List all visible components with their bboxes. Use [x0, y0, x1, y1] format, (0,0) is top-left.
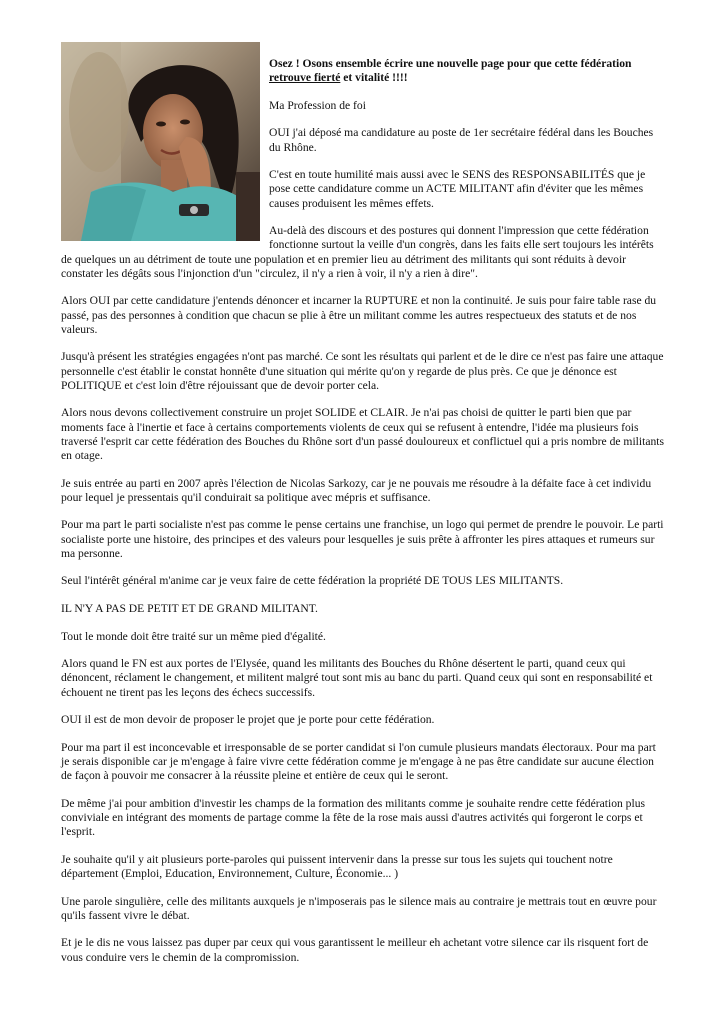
paragraph-profession: Ma Profession de foi	[269, 98, 366, 112]
text-column	[61, 42, 667, 978]
paragraph-egalite: Tout le monde doit être traité sur un même pied d'égalité.	[61, 629, 326, 643]
paragraph-entree-parti: Je suis entrée au parti en 2007 après l'élection de Nicolas Sarkozy, car je ne pouvais me résoudre à la défaite face à cet individu pour lequel je pressentais qu'il conduirait sa politique avec mépris et suffisance.	[61, 476, 652, 504]
paragraph-mandats: Pour ma part il est inconcevable et irresponsable de se porter candidat si l'on cumule plusieurs mandats électoraux. Pour ma part je serais disponible car je m'engage à faire vivre cette fédération comme je m'engage à ne pas être candidate sur aucune élection de façon à pouvoir me consacrer à la réussite pleine et entière de ceux qui le seront.	[61, 740, 656, 783]
paragraph-compromission: Et je le dis ne vous laissez pas duper par ceux qui vous garantissent le meilleur eh achetant votre silence car ils risquent fort de vous conduire vers le chemin de la compromission.	[61, 936, 649, 964]
photo-spacer	[61, 42, 269, 242]
paragraph-parole-singuliere: Une parole singulière, celle des militants auxquels je n'imposerais pas le silence mais au contraire je mettrais tout en œuvre pour qu'ils fassent vivre le débat.	[61, 894, 657, 922]
headline-part2: et vitalité !!!!	[340, 71, 408, 85]
headline-underlined: retrouve fierté	[269, 71, 341, 85]
paragraph-parti-socialiste: Pour ma part le parti socialiste n'est pas comme le pense certains une franchise, un logo qui permet de prendre le pouvoir. Le parti socialiste porte une histoire, des principes et des valeurs pour lesquelles je suis prête à affronter les pires attaques et rumeurs sur ma personne.	[61, 518, 664, 560]
headline-part1: Osez ! Osons ensemble écrire une nouvelle page pour que cette fédération	[269, 57, 632, 70]
paragraph-strategies: Jusqu'à présent les stratégies engagées n'ont pas marché. Ce sont les résultats qui parlent et de le dire ce n'est pas faire une attaque personnelle c'est établir le constat honnête d'une situation qui mérite qu'on y regarde de plus près. Ce que je dénonce est POLITIQUE et c'est loin d'être réjouissant que de devoir porter cela.	[61, 350, 664, 392]
paragraph-projet: Alors nous devons collectivement construire un projet SOLIDE et CLAIR. Je n'ai pas choisi de quitter le parti bien que par moments face à l'inertie et face à certains comportements violents de ceux qui se refusent à entendre, l'idée ma plusieurs fois traversé l'esprit car cette fédération des Bouches du Rhône sort d'un passé douloureux et conflictuel qui a pris nombre de militants en otage.	[61, 406, 665, 462]
paragraph-discours: Au-delà des discours et des postures qui donnent l'impression que cette fédération fonctionne surtout la veille d'un congrès, dans les faits elle sert toujours les intérêts de quelques un au détriment de toute une population et en premier lieu au détriment des militants qui sont réduits à devoir constater les dégâts sous l'injonction d'un "circulez, il n'y a rien à voir, il n'y a rien à dire".	[61, 224, 654, 280]
paragraph-formation: De même j'ai pour ambition d'investir les champs de la formation des militants comme je souhaite rendre cette fédération plus conviviale en intégrant des moments de partage comme la fête de la rose mais aussi d'autres activités qui forgeront le corps et l'esprit.	[61, 796, 646, 839]
paragraph-devoir: OUI il est de mon devoir de proposer le projet que je porte pour cette fédération.	[61, 713, 435, 727]
paragraph-humilite: C'est en toute humilité mais aussi avec le SENS des RESPONSABILITÉS que je pose cette candidature comme un ACTE MILITANT afin d'éviter que les mêmes causes produisent les mêmes effets.	[269, 168, 646, 210]
paragraph-rupture: Alors OUI par cette candidature j'entends dénoncer et incarner la RUPTURE et non la continuité. Je suis pour faire table rase du passé, pas des personnes à condition que chacun se plie à être un militant comme les autres respectueux des statuts et de nos valeurs.	[61, 294, 657, 336]
paragraph-candidature: OUI j'ai déposé ma candidature au poste de 1er secrétaire fédéral dans les Bouches du Rhône.	[269, 126, 654, 154]
paragraph-interet-general: Seul l'intérêt général m'anime car je veux faire de cette fédération la propriété DE TOUS LES MILITANTS.	[61, 574, 564, 588]
paragraph-porte-paroles: Je souhaite qu'il y ait plusieurs porte-paroles qui puissent intervenir dans la presse sur tous les sujets qui touchent notre département (Emploi, Education, Environnement, Culture, Économie... )	[61, 852, 613, 880]
paragraph-petit-grand: IL N'Y A PAS DE PETIT ET DE GRAND MILITANT.	[61, 601, 318, 615]
paragraph-fn: Alors quand le FN est aux portes de l'Elysée, quand les militants des Bouches du Rhône désertent le parti, quand ceux qui dénoncent, réclament le changement, et militent malgré tout sont mis au banc du parti. Quand ceux qui sont en responsabilité et échouent ne tirent pas les leçons des échecs successifs.	[61, 657, 653, 699]
